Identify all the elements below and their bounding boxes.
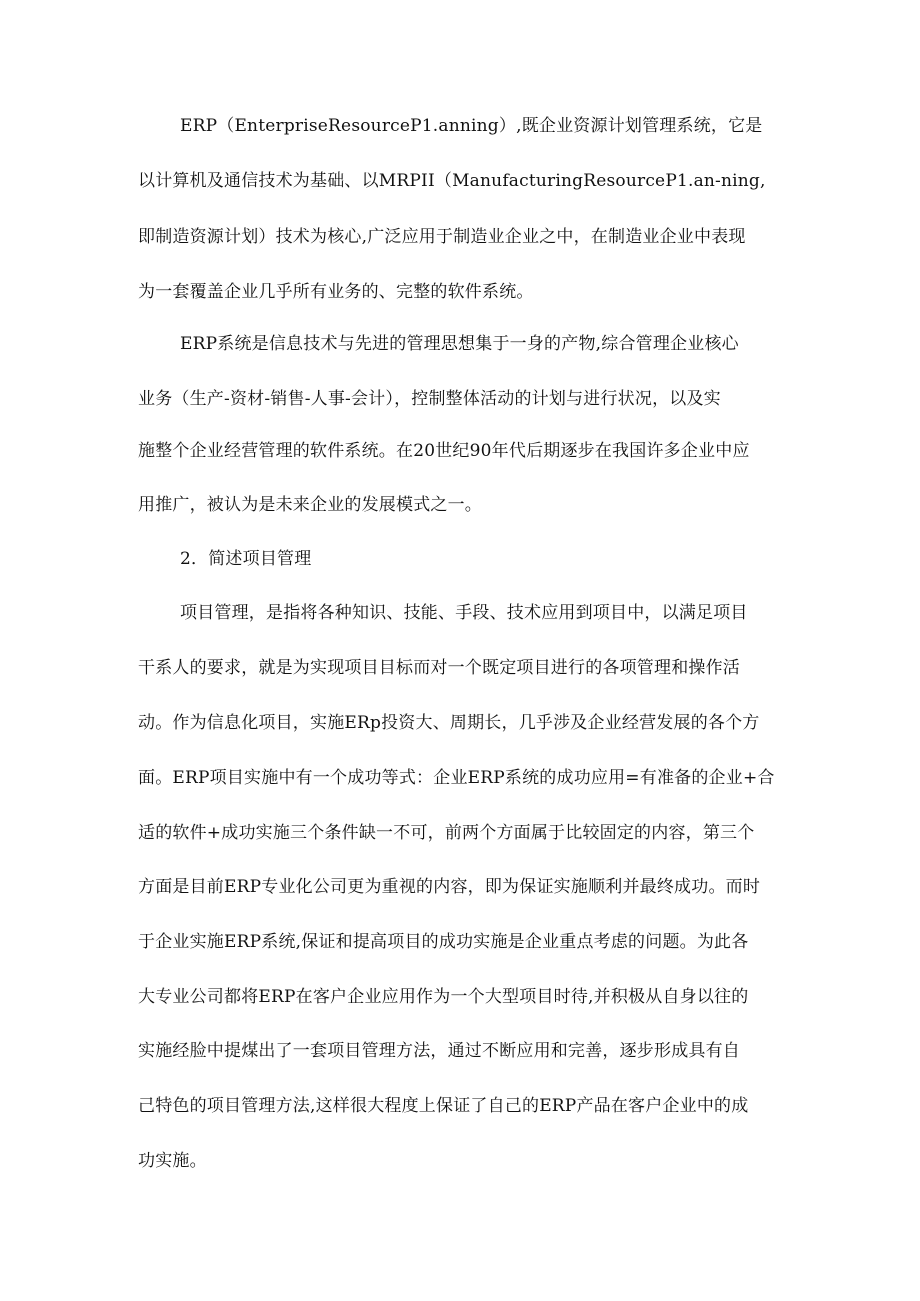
paragraph-3-line-1: 项目管理，是指将各种知识、技能、手段、技术应用到项目中，以满足项目	[180, 603, 748, 623]
paragraph-1-line-1: ERP（EnterpriseResourceP1.anning）,既企业资源计划管理系统，它是	[180, 116, 763, 136]
paragraph-3-line-7: 于企业实施ERP系统,保证和提高项目的成功实施是企业重点考虑的问题。为此各	[138, 932, 749, 952]
paragraph-1-line-4: 为一套覆盖企业几乎所有业务的、完整的软件系统。	[138, 282, 534, 302]
paragraph-3-line-10: 己特色的项目管理方法,这样很大程度上保证了自己的ERP产品在客户企业中的成	[138, 1096, 749, 1116]
paragraph-3-line-5: 适的软件+成功实施三个条件缺一不可，前两个方面属于比较固定的内容，第三个	[138, 823, 755, 843]
paragraph-3-line-11: 功实施。	[138, 1151, 207, 1171]
paragraph-3-line-8: 大专业公司都将ERP在客户企业应用作为一个大型项目时待,并积极从自身以往的	[138, 987, 749, 1007]
paragraph-3-line-2: 干系人的要求，就是为实现项目目标而对一个既定项目进行的各项管理和操作活	[138, 658, 740, 678]
paragraph-2-line-4: 用推广，被认为是未来企业的发展模式之一。	[138, 495, 482, 515]
paragraph-2-line-2: 业务（生产-资材-销售-人事-会计），控制整体活动的计划与进行状况，以及实	[138, 389, 721, 409]
paragraph-2-line-3: 施整个企业经营管理的软件系统。在20世纪90年代后期逐步在我国许多企业中应	[138, 441, 750, 461]
paragraph-1-line-3: 即制造资源计划）技术为核心,广泛应用于制造业企业之中，在制造业企业中表现	[138, 227, 746, 247]
paragraph-2-line-1: ERP系统是信息技术与先进的管理思想集于一身的产物,综合管理企业核心	[180, 334, 739, 354]
paragraph-3-line-3: 动。作为信息化项目，实施ERp投资大、周期长，几乎涉及企业经营发展的各个方	[138, 713, 760, 733]
paragraph-3-line-9: 实施经脸中提煤出了一套项目管理方法，通过不断应用和完善，逐步形成具有自	[138, 1041, 740, 1061]
paragraph-3-line-4: 面。ERP项目实施中有一个成功等式：企业ERP系统的成功应用=有准备的企业+合	[138, 768, 775, 788]
section-heading: 2．简述项目管理	[180, 549, 312, 569]
paragraph-1-line-2: 以计算机及通信技术为基础、以MRPII（ManufacturingResourceP1.an-ning,	[138, 171, 766, 191]
paragraph-3-line-6: 方面是目前ERP专业化公司更为重视的内容，即为保证实施顺利并最终成功。而时	[138, 877, 761, 897]
